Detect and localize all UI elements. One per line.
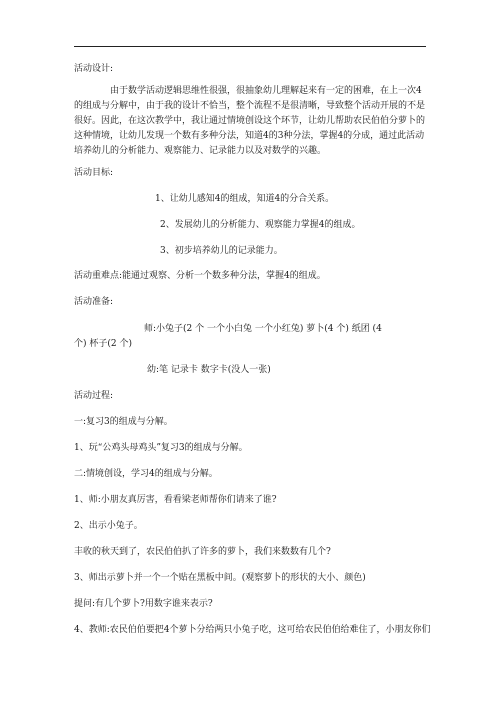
step-scenario-2: 2、出示小兔子。: [74, 521, 143, 531]
prep-heading: 活动准备:: [74, 297, 114, 307]
step-scenario-3: 丰收的秋天到了，农民伯伯扒了许多的萝卜，我们来数数有几个?: [74, 547, 331, 557]
step-scenario: 二:情境创设，学习4的组成与分解。: [74, 469, 218, 479]
step-scenario-5: 提问:有几个萝卜?用数字谁来表示?: [74, 599, 213, 609]
prep-teacher-line: 师:小兔子(2 个 一个小白兔 一个小红兔) 萝卜(4 个) 纸团 (4: [144, 324, 382, 334]
step-scenario-1: 1、师:小朋友真厉害，看看梁老师帮你们请来了谁?: [74, 495, 277, 505]
prep-teacher-line-cont: 个) 杯子(2 个): [74, 339, 132, 349]
goal-item-1: 1、让幼儿感知4的组成，知道4的分合关系。: [155, 194, 335, 204]
design-body-text: 由于数学活动逻辑思维性很强，很抽象幼儿理解起来有一定的困难，在上一次4的组成与分解中，由于我的设计不恰当，整个流程不是很清晰，导致整个活动开展的不是很好。因此，在这次教学中，我让通过情境创设这个环节，让幼儿帮助农民伯伯分萝卜的这种情境，让幼儿发现一个数有多种分法，知道4的3种分法，掌握4的分成，通过此活动培养幼儿的分析能力、观察能力、记录能力以及对数学的兴趣。: [74, 86, 426, 156]
goals-heading: 活动目标:: [74, 168, 114, 178]
step-review-1: 1、玩“公鸡头母鸡头”复习3的组成与分解。: [74, 443, 248, 453]
design-heading: 活动设计:: [74, 64, 114, 74]
key-points: 活动重难点:能通过观察、分析一个数多种分法，掌握4的组成。: [74, 271, 326, 281]
step-review: 一:复习3的组成与分解。: [74, 417, 173, 427]
header-rule: [74, 46, 426, 47]
prep-child-line: 幼:笔 记录卡 数字卡(没人一张): [147, 365, 271, 375]
goal-item-2: 2、发展幼儿的分析能力、观察能力掌握4的组成。: [160, 220, 361, 230]
step-scenario-4: 3、师出示萝卜并一个一个贴在黑板中间。(观察萝卜的形状的大小、颜色): [74, 573, 366, 583]
goal-item-3: 3、初步培养幼儿的记录能力。: [160, 246, 283, 256]
process-heading: 活动过程:: [74, 391, 114, 401]
step-scenario-6: 4、教师:农民伯伯要把4个萝卜分给两只小兔子吃，这可给农民伯伯给难住了，小朋友你们: [74, 625, 431, 635]
design-body: [74, 84, 430, 159]
